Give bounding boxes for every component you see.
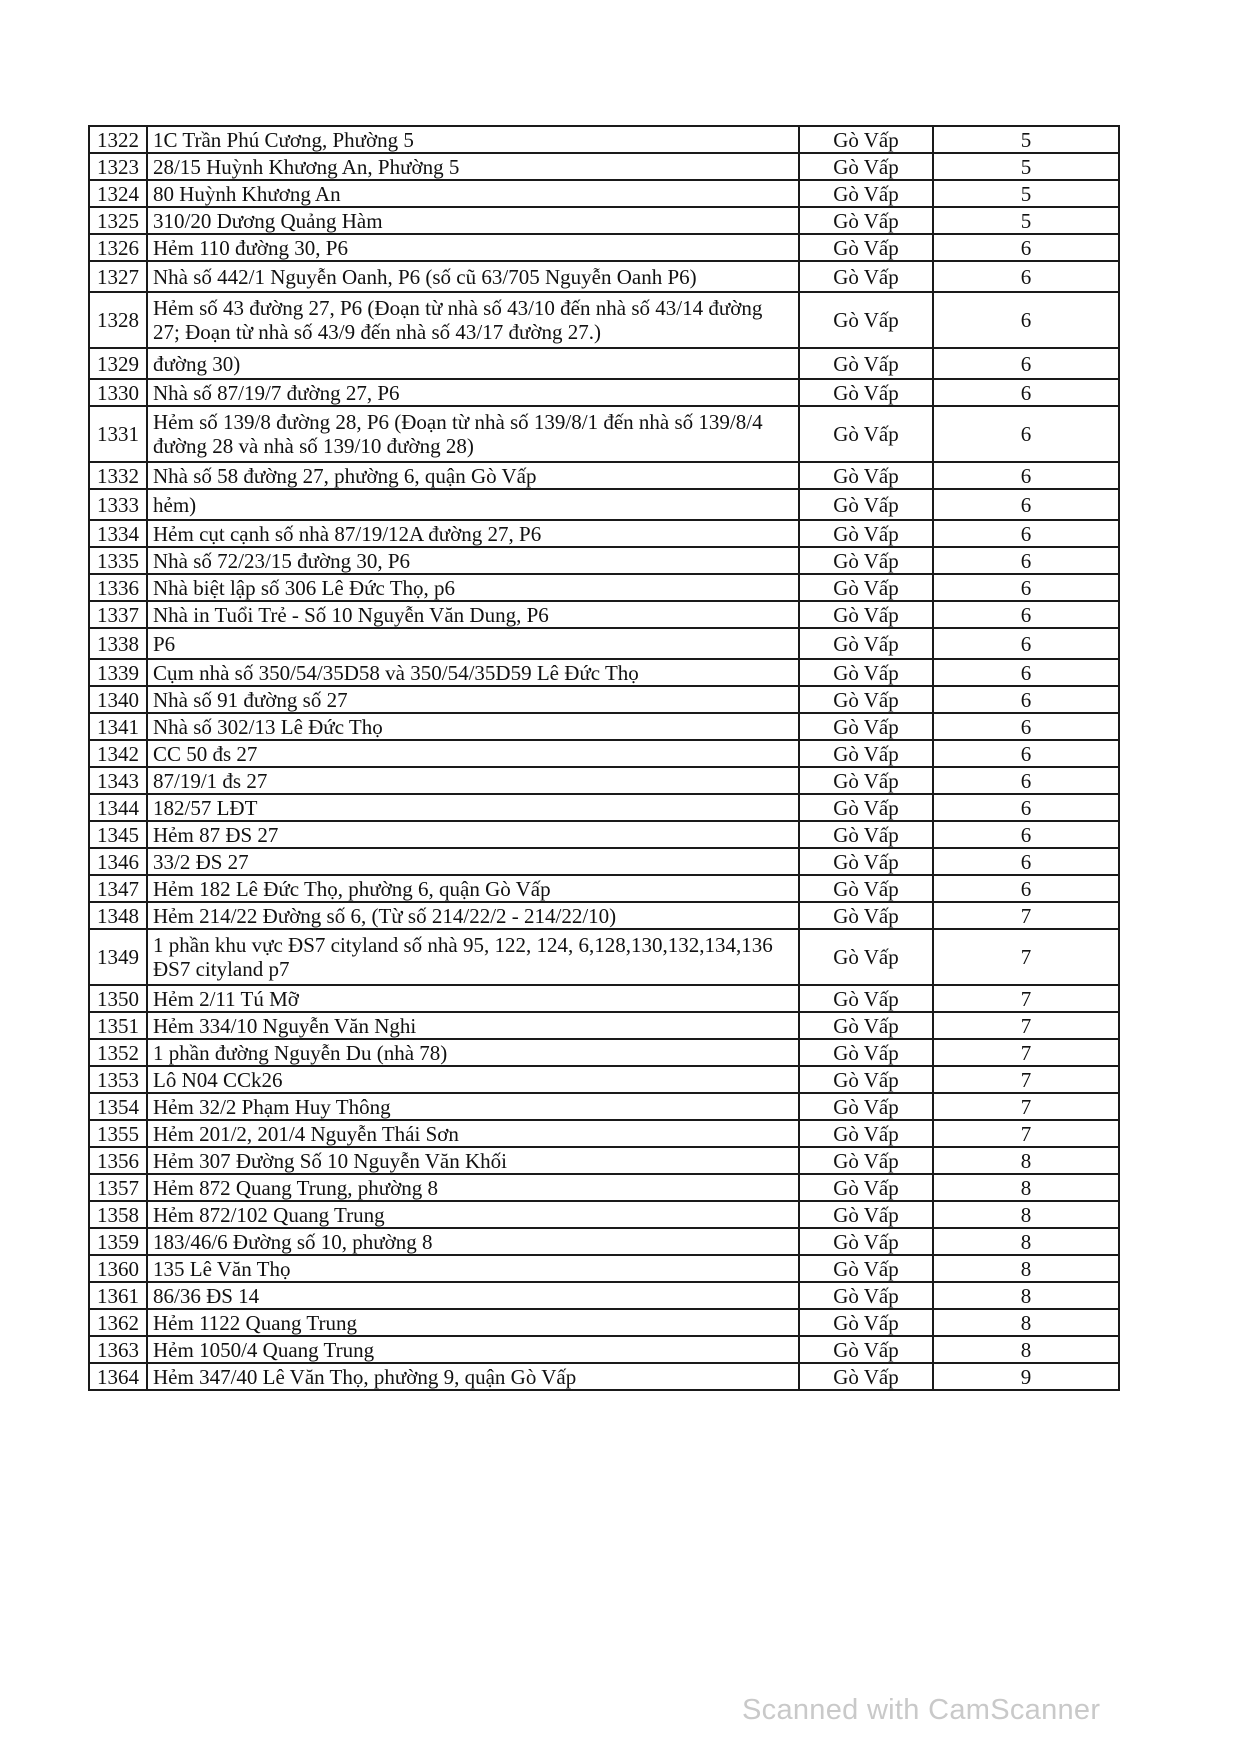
district-cell: Gò Vấp	[799, 520, 933, 547]
table-row	[89, 406, 1119, 462]
row-number-cell: 1332	[89, 462, 147, 489]
ward-cell: 6	[933, 628, 1119, 659]
table-row	[89, 348, 1119, 379]
address-cell: Hẻm số 139/8 đường 28, P6 (Đoạn từ nhà số 139/8/1 đến nhà số 139/8/4 đường 28 và nhà số 139/10 đường 28)	[147, 406, 799, 462]
address-cell: Nhà số 58 đường 27, phường 6, quận Gò Vấp	[147, 462, 799, 489]
ward-cell: 5	[933, 207, 1119, 234]
ward-cell: 6	[933, 406, 1119, 462]
ward-cell: 6	[933, 713, 1119, 740]
table-row	[89, 686, 1119, 713]
district-cell: Gò Vấp	[799, 659, 933, 686]
address-cell: Nhà biệt lập số 306 Lê Đức Thọ, p6	[147, 574, 799, 601]
table-row	[89, 985, 1119, 1012]
ward-cell: 5	[933, 153, 1119, 180]
ward-cell: 7	[933, 1039, 1119, 1066]
row-number-cell: 1326	[89, 234, 147, 261]
table-row	[89, 207, 1119, 234]
table-row	[89, 1201, 1119, 1228]
address-table-body	[89, 126, 1119, 1390]
table-row	[89, 1282, 1119, 1309]
address-cell: hẻm)	[147, 489, 799, 520]
table-row	[89, 902, 1119, 929]
ward-cell: 6	[933, 767, 1119, 794]
table-row	[89, 1147, 1119, 1174]
ward-cell: 8	[933, 1282, 1119, 1309]
table-row	[89, 713, 1119, 740]
ward-cell: 8	[933, 1228, 1119, 1255]
table-row	[89, 1363, 1119, 1390]
district-cell: Gò Vấp	[799, 794, 933, 821]
row-number-cell: 1357	[89, 1174, 147, 1201]
address-cell: Nhà số 72/23/15 đường 30, P6	[147, 547, 799, 574]
table-row	[89, 234, 1119, 261]
district-cell: Gò Vấp	[799, 207, 933, 234]
ward-cell: 6	[933, 234, 1119, 261]
row-number-cell: 1362	[89, 1309, 147, 1336]
address-cell: 33/2 ĐS 27	[147, 848, 799, 875]
address-cell: Hẻm 1122 Quang Trung	[147, 1309, 799, 1336]
district-cell: Gò Vấp	[799, 686, 933, 713]
row-number-cell: 1352	[89, 1039, 147, 1066]
address-cell: P6	[147, 628, 799, 659]
ward-cell: 6	[933, 348, 1119, 379]
district-cell: Gò Vấp	[799, 1228, 933, 1255]
district-cell: Gò Vấp	[799, 1309, 933, 1336]
district-cell: Gò Vấp	[799, 985, 933, 1012]
district-cell: Gò Vấp	[799, 1039, 933, 1066]
table-row	[89, 261, 1119, 292]
row-number-cell: 1355	[89, 1120, 147, 1147]
table-row	[89, 601, 1119, 628]
address-cell: 87/19/1 đs 27	[147, 767, 799, 794]
address-cell: Nhà số 442/1 Nguyễn Oanh, P6 (số cũ 63/705 Nguyễn Oanh P6)	[147, 261, 799, 292]
table-row	[89, 794, 1119, 821]
address-cell: Hẻm 201/2, 201/4 Nguyễn Thái Sơn	[147, 1120, 799, 1147]
row-number-cell: 1356	[89, 1147, 147, 1174]
table-row	[89, 489, 1119, 520]
row-number-cell: 1351	[89, 1012, 147, 1039]
table-row	[89, 1120, 1119, 1147]
table-row	[89, 875, 1119, 902]
address-cell: Hẻm 214/22 Đường số 6, (Từ số 214/22/2 - 214/22/10)	[147, 902, 799, 929]
row-number-cell: 1345	[89, 821, 147, 848]
row-number-cell: 1342	[89, 740, 147, 767]
table-row	[89, 180, 1119, 207]
district-cell: Gò Vấp	[799, 1093, 933, 1120]
ward-cell: 8	[933, 1201, 1119, 1228]
table-row	[89, 628, 1119, 659]
ward-cell: 6	[933, 794, 1119, 821]
district-cell: Gò Vấp	[799, 574, 933, 601]
row-number-cell: 1327	[89, 261, 147, 292]
district-cell: Gò Vấp	[799, 875, 933, 902]
table-row	[89, 1093, 1119, 1120]
district-cell: Gò Vấp	[799, 848, 933, 875]
table-row	[89, 767, 1119, 794]
ward-cell: 6	[933, 574, 1119, 601]
row-number-cell: 1364	[89, 1363, 147, 1390]
district-cell: Gò Vấp	[799, 126, 933, 153]
ward-cell: 6	[933, 379, 1119, 406]
table-row	[89, 1012, 1119, 1039]
row-number-cell: 1353	[89, 1066, 147, 1093]
row-number-cell: 1329	[89, 348, 147, 379]
district-cell: Gò Vấp	[799, 740, 933, 767]
district-cell: Gò Vấp	[799, 1174, 933, 1201]
district-cell: Gò Vấp	[799, 1120, 933, 1147]
address-cell: Lô N04 CCk26	[147, 1066, 799, 1093]
table-row	[89, 1309, 1119, 1336]
ward-cell: 6	[933, 740, 1119, 767]
table-row	[89, 547, 1119, 574]
address-cell: CC 50 đs 27	[147, 740, 799, 767]
ward-cell: 8	[933, 1336, 1119, 1363]
district-cell: Gò Vấp	[799, 902, 933, 929]
ward-cell: 5	[933, 180, 1119, 207]
table-row	[89, 1039, 1119, 1066]
table-row	[89, 1255, 1119, 1282]
ward-cell: 7	[933, 1093, 1119, 1120]
row-number-cell: 1363	[89, 1336, 147, 1363]
table-row	[89, 1174, 1119, 1201]
row-number-cell: 1322	[89, 126, 147, 153]
district-cell: Gò Vấp	[799, 821, 933, 848]
row-number-cell: 1350	[89, 985, 147, 1012]
table-row	[89, 740, 1119, 767]
address-cell: 28/15 Huỳnh Khương An, Phường 5	[147, 153, 799, 180]
ward-cell: 8	[933, 1147, 1119, 1174]
ward-cell: 6	[933, 292, 1119, 348]
address-cell: Hẻm 110 đường 30, P6	[147, 234, 799, 261]
row-number-cell: 1333	[89, 489, 147, 520]
row-number-cell: 1325	[89, 207, 147, 234]
district-cell: Gò Vấp	[799, 767, 933, 794]
ward-cell: 6	[933, 848, 1119, 875]
address-cell: 182/57 LĐT	[147, 794, 799, 821]
address-cell: Cụm nhà số 350/54/35D58 và 350/54/35D59 Lê Đức Thọ	[147, 659, 799, 686]
row-number-cell: 1354	[89, 1093, 147, 1120]
district-cell: Gò Vấp	[799, 153, 933, 180]
district-cell: Gò Vấp	[799, 601, 933, 628]
table-row	[89, 379, 1119, 406]
district-cell: Gò Vấp	[799, 406, 933, 462]
table-row	[89, 1066, 1119, 1093]
table-row	[89, 462, 1119, 489]
ward-cell: 6	[933, 659, 1119, 686]
row-number-cell: 1335	[89, 547, 147, 574]
district-cell: Gò Vấp	[799, 292, 933, 348]
row-number-cell: 1341	[89, 713, 147, 740]
table-row	[89, 821, 1119, 848]
row-number-cell: 1328	[89, 292, 147, 348]
district-cell: Gò Vấp	[799, 628, 933, 659]
table-row	[89, 126, 1119, 153]
address-cell: 183/46/6 Đường số 10, phường 8	[147, 1228, 799, 1255]
row-number-cell: 1361	[89, 1282, 147, 1309]
address-cell: Hẻm 872 Quang Trung, phường 8	[147, 1174, 799, 1201]
ward-cell: 7	[933, 1066, 1119, 1093]
address-cell: 80 Huỳnh Khương An	[147, 180, 799, 207]
address-cell: 1 phần đường Nguyễn Du (nhà 78)	[147, 1039, 799, 1066]
district-cell: Gò Vấp	[799, 1363, 933, 1390]
ward-cell: 6	[933, 686, 1119, 713]
district-cell: Gò Vấp	[799, 929, 933, 985]
ward-cell: 7	[933, 902, 1119, 929]
district-cell: Gò Vấp	[799, 1201, 933, 1228]
address-cell: đường 30)	[147, 348, 799, 379]
table-row	[89, 574, 1119, 601]
ward-cell: 6	[933, 489, 1119, 520]
table-row	[89, 520, 1119, 547]
ward-cell: 8	[933, 1174, 1119, 1201]
address-cell: Nhà số 87/19/7 đường 27, P6	[147, 379, 799, 406]
ward-cell: 6	[933, 875, 1119, 902]
ward-cell: 6	[933, 601, 1119, 628]
district-cell: Gò Vấp	[799, 180, 933, 207]
district-cell: Gò Vấp	[799, 1336, 933, 1363]
ward-cell: 7	[933, 1012, 1119, 1039]
table-row	[89, 292, 1119, 348]
ward-cell: 7	[933, 1120, 1119, 1147]
district-cell: Gò Vấp	[799, 379, 933, 406]
row-number-cell: 1349	[89, 929, 147, 985]
row-number-cell: 1323	[89, 153, 147, 180]
address-table	[88, 125, 1120, 1391]
address-cell: Hẻm cụt cạnh số nhà 87/19/12A đường 27, P6	[147, 520, 799, 547]
ward-cell: 6	[933, 821, 1119, 848]
address-cell: Hẻm 87 ĐS 27	[147, 821, 799, 848]
row-number-cell: 1324	[89, 180, 147, 207]
district-cell: Gò Vấp	[799, 261, 933, 292]
table-row	[89, 929, 1119, 985]
district-cell: Gò Vấp	[799, 1282, 933, 1309]
district-cell: Gò Vấp	[799, 713, 933, 740]
address-cell: 310/20 Dương Quảng Hàm	[147, 207, 799, 234]
district-cell: Gò Vấp	[799, 1066, 933, 1093]
row-number-cell: 1336	[89, 574, 147, 601]
district-cell: Gò Vấp	[799, 1147, 933, 1174]
ward-cell: 5	[933, 126, 1119, 153]
ward-cell: 6	[933, 261, 1119, 292]
row-number-cell: 1360	[89, 1255, 147, 1282]
ward-cell: 6	[933, 462, 1119, 489]
address-cell: 86/36 ĐS 14	[147, 1282, 799, 1309]
ward-cell: 7	[933, 985, 1119, 1012]
address-cell: 1 phần khu vực ĐS7 cityland số nhà 95, 122, 124, 6,128,130,132,134,136 ĐS7 cityland p7	[147, 929, 799, 985]
address-cell: Hẻm 334/10 Nguyễn Văn Nghi	[147, 1012, 799, 1039]
ward-cell: 6	[933, 520, 1119, 547]
ward-cell: 6	[933, 547, 1119, 574]
row-number-cell: 1340	[89, 686, 147, 713]
district-cell: Gò Vấp	[799, 234, 933, 261]
table-row	[89, 1228, 1119, 1255]
table-row	[89, 659, 1119, 686]
row-number-cell: 1334	[89, 520, 147, 547]
address-cell: Hẻm 32/2 Phạm Huy Thông	[147, 1093, 799, 1120]
table-row	[89, 848, 1119, 875]
address-cell: Hẻm 182 Lê Đức Thọ, phường 6, quận Gò Vấp	[147, 875, 799, 902]
row-number-cell: 1344	[89, 794, 147, 821]
row-number-cell: 1331	[89, 406, 147, 462]
row-number-cell: 1348	[89, 902, 147, 929]
row-number-cell: 1359	[89, 1228, 147, 1255]
row-number-cell: 1358	[89, 1201, 147, 1228]
district-cell: Gò Vấp	[799, 462, 933, 489]
ward-cell: 9	[933, 1363, 1119, 1390]
address-cell: Hẻm 307 Đường Số 10 Nguyễn Văn Khối	[147, 1147, 799, 1174]
address-cell: Hẻm 2/11 Tú Mỡ	[147, 985, 799, 1012]
address-cell: Nhà số 91 đường số 27	[147, 686, 799, 713]
district-cell: Gò Vấp	[799, 1012, 933, 1039]
district-cell: Gò Vấp	[799, 489, 933, 520]
row-number-cell: 1330	[89, 379, 147, 406]
table-row	[89, 153, 1119, 180]
district-cell: Gò Vấp	[799, 1255, 933, 1282]
table-row	[89, 1336, 1119, 1363]
row-number-cell: 1346	[89, 848, 147, 875]
district-cell: Gò Vấp	[799, 348, 933, 379]
ward-cell: 7	[933, 929, 1119, 985]
address-cell: Hẻm 347/40 Lê Văn Thọ, phường 9, quận Gò Vấp	[147, 1363, 799, 1390]
row-number-cell: 1343	[89, 767, 147, 794]
row-number-cell: 1347	[89, 875, 147, 902]
address-cell: Hẻm 872/102 Quang Trung	[147, 1201, 799, 1228]
address-cell: Nhà số 302/13 Lê Đức Thọ	[147, 713, 799, 740]
district-cell: Gò Vấp	[799, 547, 933, 574]
ward-cell: 8	[933, 1255, 1119, 1282]
address-cell: 135 Lê Văn Thọ	[147, 1255, 799, 1282]
address-cell: Hẻm số 43 đường 27, P6 (Đoạn từ nhà số 43/10 đến nhà số 43/14 đường 27; Đoạn từ nhà số 43/9 đến nhà số 43/17 đường 27.)	[147, 292, 799, 348]
scanner-watermark: Scanned with CamScanner	[742, 1694, 1101, 1726]
row-number-cell: 1339	[89, 659, 147, 686]
address-cell: 1C Trần Phú Cương, Phường 5	[147, 126, 799, 153]
row-number-cell: 1337	[89, 601, 147, 628]
address-cell: Nhà in Tuổi Trẻ - Số 10 Nguyễn Văn Dung, P6	[147, 601, 799, 628]
row-number-cell: 1338	[89, 628, 147, 659]
ward-cell: 8	[933, 1309, 1119, 1336]
address-cell: Hẻm 1050/4 Quang Trung	[147, 1336, 799, 1363]
